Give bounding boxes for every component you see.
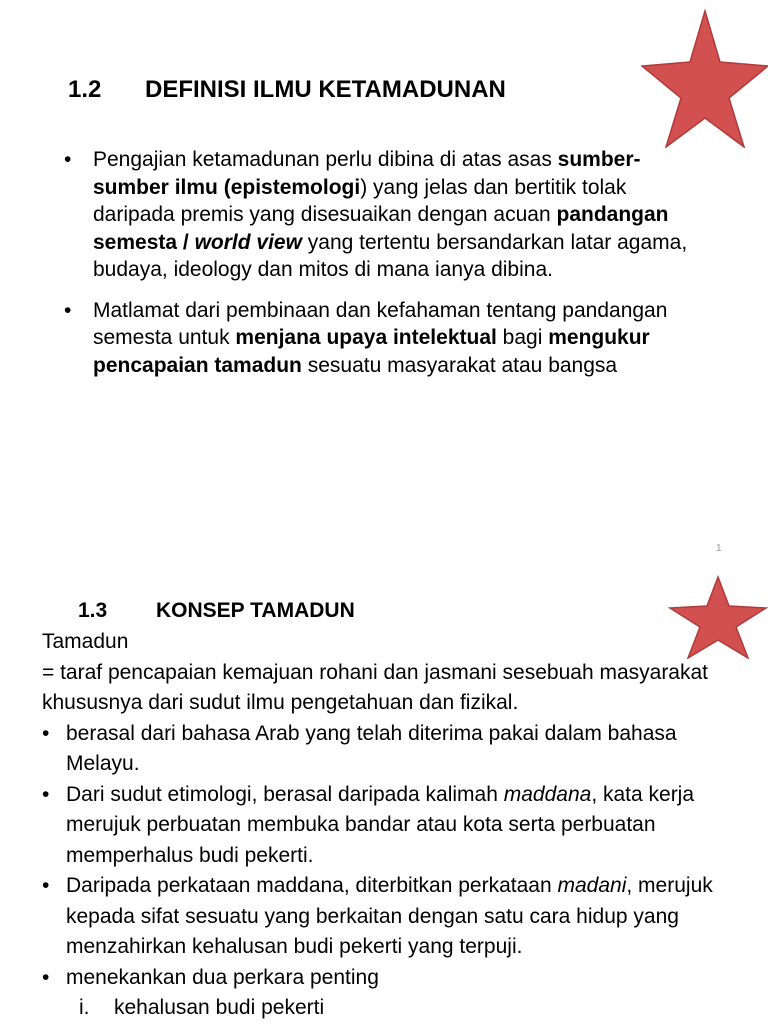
text: Matlamat dari pembinaan dan kefahaman tentang pandangan semesta untuk <box>93 298 668 349</box>
section-number: 1.3 <box>78 599 108 622</box>
bullet-marker: • <box>42 965 50 989</box>
list-item <box>64 297 704 380</box>
slide-body <box>42 627 742 1024</box>
section-number: 1.2 <box>68 76 102 103</box>
bold-italic-text: world view <box>194 230 302 254</box>
list-item <box>42 963 742 994</box>
sub-list <box>42 993 742 1024</box>
sub-list-item <box>42 993 742 1024</box>
text: yang tertentu bersandarkan latar agama, budaya, ideology dan mitos di mana ianya dibina. <box>93 230 688 281</box>
red-star-icon <box>641 8 768 148</box>
text: Daripada perkataan maddana, diterbitkan perkataan <box>66 874 558 897</box>
section-title <box>78 599 355 623</box>
bullet-list <box>42 719 742 994</box>
slide-2 <box>0 568 768 1024</box>
section-title <box>68 76 506 104</box>
section-title-text: DEFINISI ILMU KETAMADUNAN <box>145 76 506 103</box>
list-item <box>64 146 704 284</box>
text: bagi <box>496 326 549 349</box>
section-title-text: KONSEP TAMADUN <box>156 599 355 622</box>
definition: = taraf pencapaian kemajuan rohani dan jasmani sesebuah masyarakat khususnya dari sudut ilmu pengetahuan dan fizikal. <box>42 660 709 714</box>
sub-list-number: i. <box>79 996 90 1019</box>
text: Pengajian ketamadunan perlu dibina di atas asas <box>93 148 558 171</box>
bold-text: sumber-sumber ilmu (epistemologi <box>93 148 641 199</box>
bold-text: menjana upaya intelektual <box>235 326 497 349</box>
bullet-marker: • <box>42 874 50 897</box>
text: , kata kerja merujuk perbuatan membuka bandar atau kota serta perbuatan memperhalus budi pekerti. <box>66 782 695 867</box>
bullet-list <box>64 146 704 392</box>
bullet-marker: • <box>64 148 72 171</box>
italic-text: madani <box>557 874 627 897</box>
list-item <box>42 780 742 872</box>
bullet-marker: • <box>42 782 50 806</box>
italic-text: maddana <box>503 782 592 806</box>
star-shape <box>642 11 768 147</box>
text: ) yang jelas dan bertitik tolak daripada premis yang disesuaikan dengan acuan <box>93 175 627 226</box>
text: , merujuk kepada sifat sesuatu yang berkaitan dengan satu cara hidup yang menzahirkan kehalusan budi pekerti yang terpuji. <box>66 874 713 958</box>
text: menekankan dua perkara penting <box>66 965 379 989</box>
bullet-marker: • <box>64 298 72 322</box>
list-item <box>42 719 742 780</box>
text: Dari sudut etimologi, berasal daripada kalimah <box>66 782 504 806</box>
list-item <box>42 871 742 963</box>
text: sesuatu masyarakat atau bangsa <box>301 353 618 377</box>
text: berasal dari bahasa Arab yang telah diterima pakai dalam bahasa Melayu. <box>66 721 677 775</box>
term: Tamadun <box>42 630 129 653</box>
bullet-marker: • <box>42 721 50 745</box>
page-number: 1 <box>716 543 722 554</box>
text: kehalusan budi pekerti <box>114 996 325 1019</box>
bold-text: pandangan semesta / <box>93 203 669 254</box>
bold-text: mengukur pencapaian tamadun <box>93 326 650 377</box>
